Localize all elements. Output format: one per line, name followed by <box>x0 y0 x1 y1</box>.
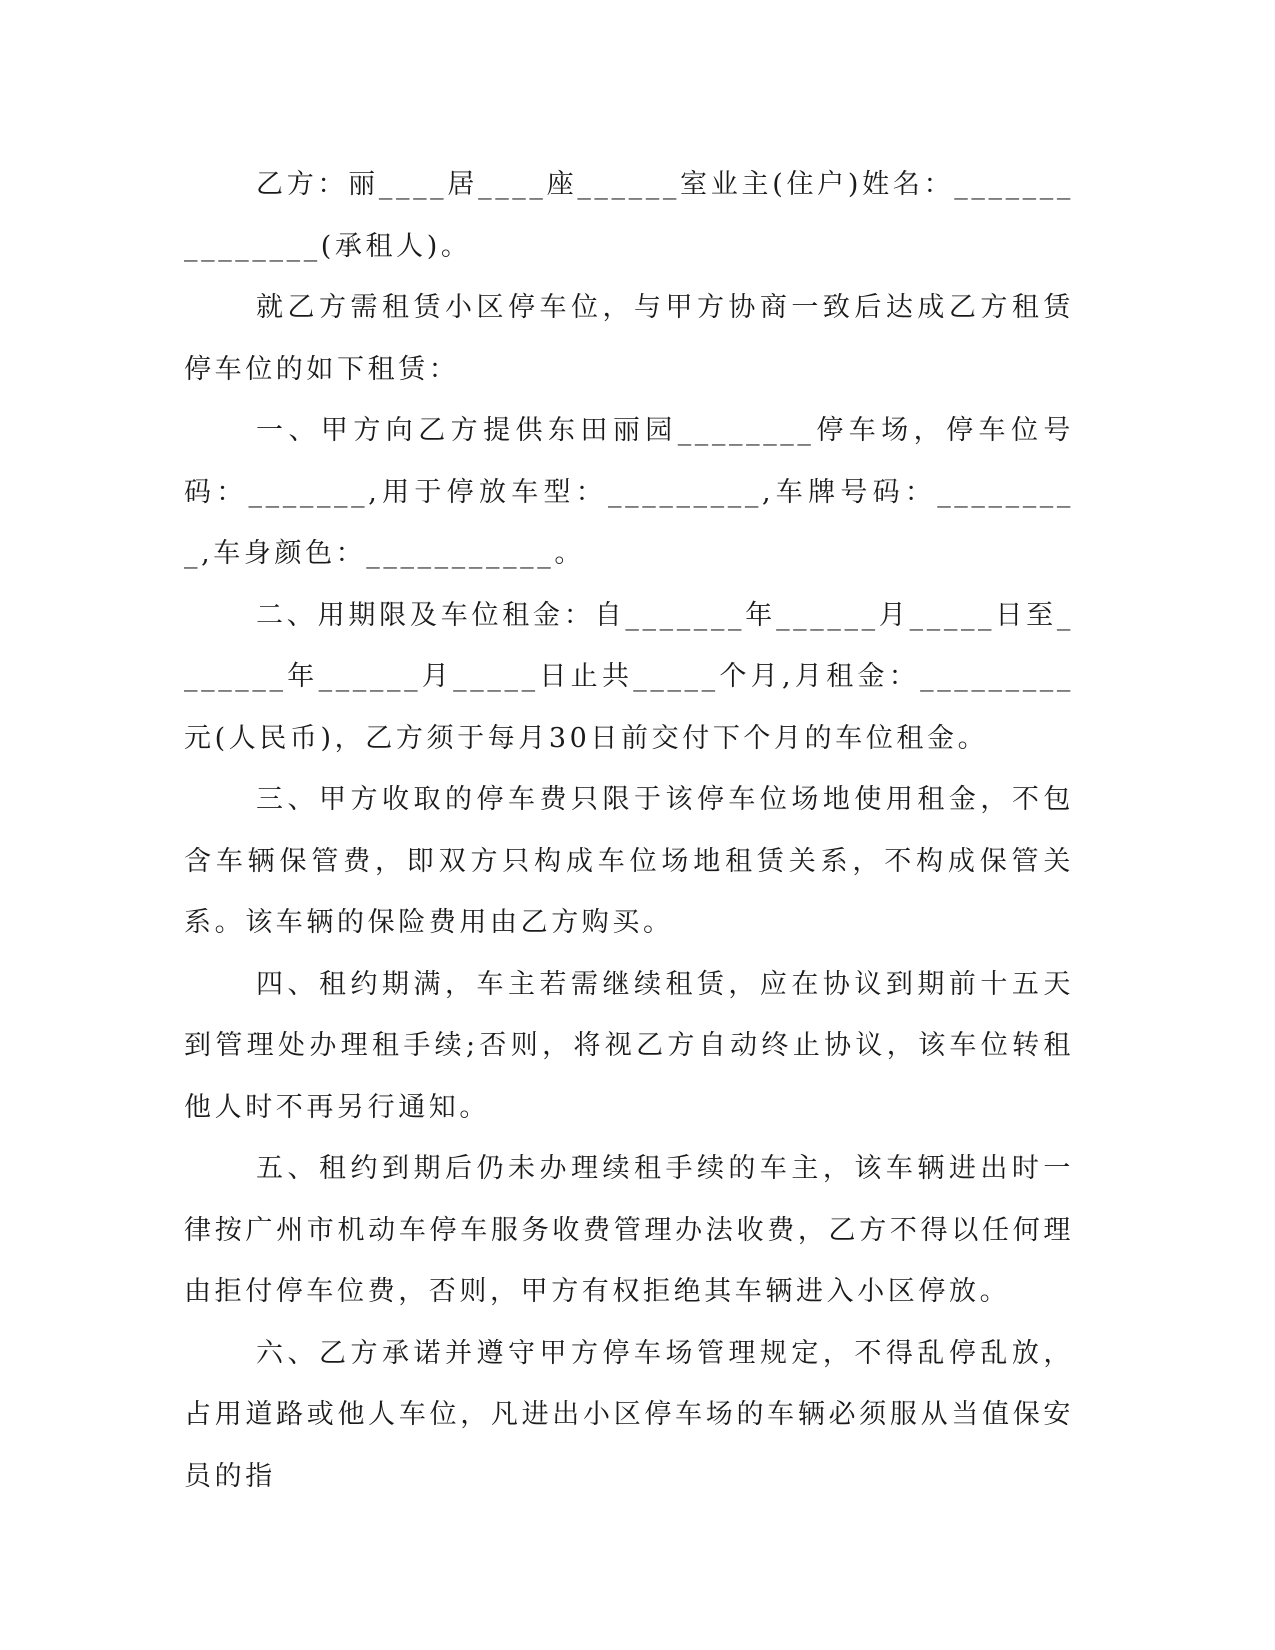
paragraph-clause-3: 三、甲方收取的停车费只限于该停车位场地使用租金，不包含车辆保管费，即双方只构成车位场地租赁关系，不构成保管关系。该车辆的保险费用由乙方购买。 <box>184 784 1074 938</box>
document-body <box>184 154 1074 1507</box>
paragraph-clause-6: 六、乙方承诺并遵守甲方停车场管理规定，不得乱停乱放，占用道路或他人车位，凡进出小区停车场的车辆必须服从当值保安员的指 <box>184 1337 1074 1492</box>
paragraph-clause-1: 一、甲方向乙方提供东田丽园________停车场，停车位号码：_______,用于停放车型：_________,车牌号码：_________,车身颜色：___________。 <box>184 415 1074 569</box>
paragraph-clause-2: 二、用期限及车位租金：自_______年______月_____日至_______年______月_____日止共_____个月,月租金：_________元(人民币)，乙方须于每月30日前交付下个月的车位租金。 <box>184 599 1074 754</box>
paragraph-clause-5: 五、租约到期后仍未办理续租手续的车主，该车辆进出时一律按广州市机动车停车服务收费管理办法收费，乙方不得以任何理由拒付停车位费，否则，甲方有权拒绝其车辆进入小区停放。 <box>184 1153 1074 1307</box>
paragraph-preamble: 就乙方需租赁小区停车位，与甲方协商一致后达成乙方租赁停车位的如下租赁： <box>184 292 1074 385</box>
paragraph-party-b: 乙方：丽____居____座______室业主(住户)姓名：_______________(承租人)。 <box>184 169 1074 262</box>
paragraph-clause-4: 四、租约期满，车主若需继续租赁，应在协议到期前十五天到管理处办理租手续;否则，将视乙方自动终止协议，该车位转租他人时不再另行通知。 <box>184 968 1074 1123</box>
